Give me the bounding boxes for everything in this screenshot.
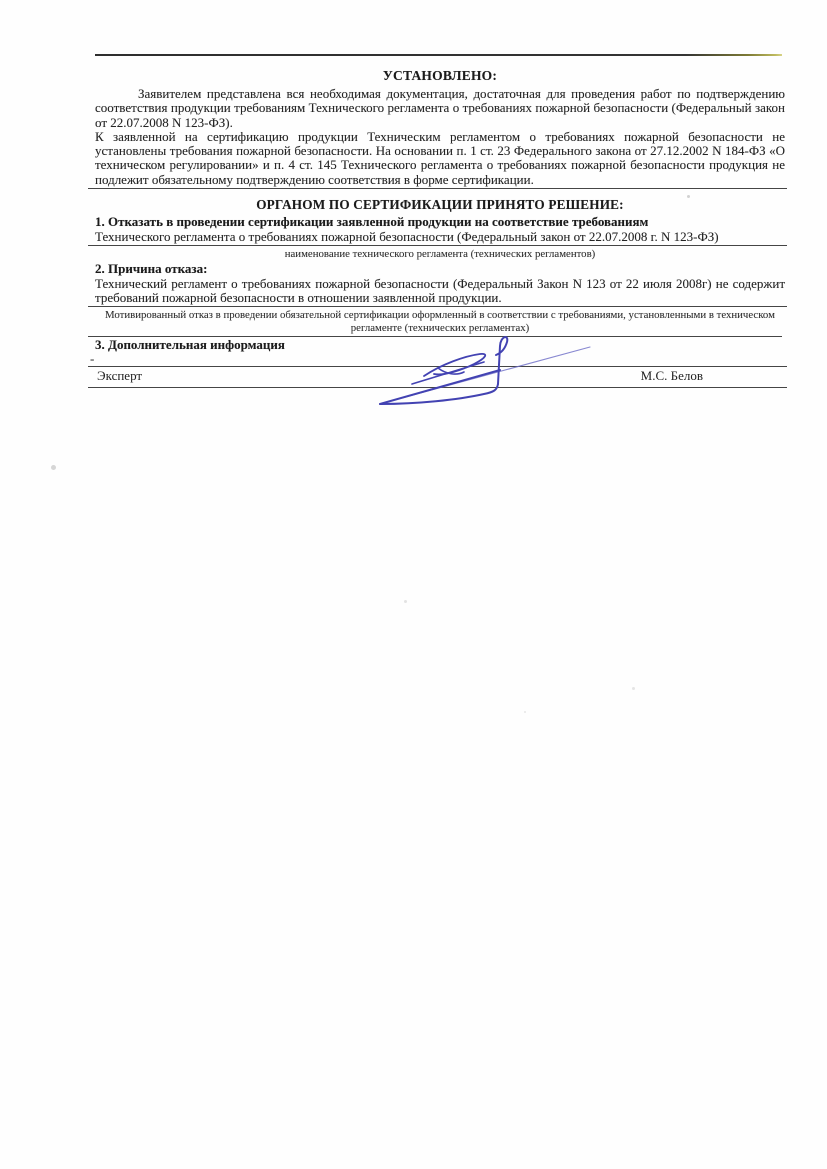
scan-speck <box>632 687 635 690</box>
top-divider <box>95 54 782 56</box>
decision-item2-underline <box>88 277 787 308</box>
decision-item1-title: 1. Отказать в проведении сертификации заявленной продукции на соответствие требованиям <box>95 214 649 230</box>
heading-established: УСТАНОВЛЕНО: <box>382 68 498 83</box>
decision-item3-title: 3. Дополнительная информация <box>95 336 285 352</box>
scan-speck <box>524 711 526 713</box>
paragraph-documentation: Заявителем представлена вся необходимая документация, достаточная для проведения работ по подтверждению соответствия продукции требованиям Технического регламента о требованиях пожарной безопасности (Федеральный закон от 22.07.2008 N 123-ФЗ). <box>95 86 785 130</box>
decision-item1-value: Технического регламента о требованиях пожарной безопасности (Федеральный закон от 22.07.2008 г. N 123-ФЗ) <box>95 228 719 244</box>
paragraph-basis: К заявленной на сертификацию продукции Техническим регламентом о требованиях пожарной безопасности не установлены требования пожарной безопасности. На основании п. 1 ст. 23 Федерального закона от 27.12.2002 N 184-ФЗ «О техническом регулировании» и п. 4 ст. 145 Технического регламента о требованиях пожарной безопасности продукция не подлежит обязательному подтверждению соответствия в форме сертификации. <box>95 128 785 187</box>
decision-item2-value: Технический регламент о требованиях пожарной безопасности (Федеральный Закон N 123 от 22 июля 2008г) не содержит требований пожарной безопасности в отношении заявленной продукции. <box>95 275 785 306</box>
paragraph-basis-underline <box>88 130 787 189</box>
scan-speck <box>404 600 407 603</box>
document-content <box>90 0 785 388</box>
decision-item1-caption: наименование технического регламента (технических регламентов) <box>284 247 596 260</box>
signatory-role-label: Эксперт <box>97 368 143 384</box>
signatory-name: М.С. Белов <box>640 368 703 384</box>
decision-item2-title: 2. Причина отказа: <box>95 261 208 277</box>
decision-item1-underline <box>88 230 787 246</box>
heading-decision: ОРГАНОМ ПО СЕРТИФИКАЦИИ ПРИНЯТО РЕШЕНИЕ: <box>256 197 624 213</box>
decision-item2-caption: Мотивированный отказ в проведении обязательной сертификации оформленный в соответствии с требованиями, установленными в техническом регламенте (технических регламентах) <box>105 309 775 334</box>
scan-speck <box>687 195 690 198</box>
signature-row <box>88 367 787 387</box>
decision-item3-value: - <box>88 352 787 367</box>
scan-speck <box>51 465 56 470</box>
